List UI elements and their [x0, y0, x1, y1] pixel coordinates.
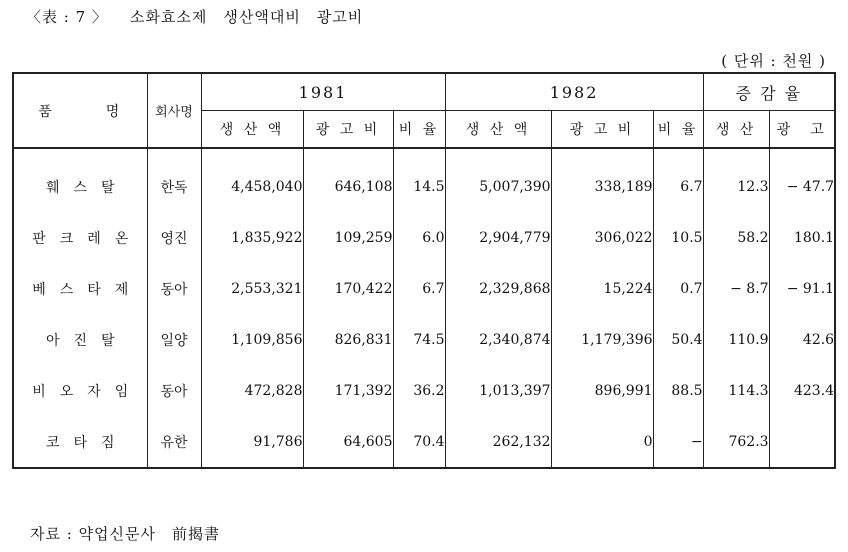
- growth-ad: 180.1: [769, 212, 835, 263]
- header-1982: 1982: [445, 73, 703, 111]
- ratio-1981: 36.2: [393, 365, 445, 416]
- production-1981: 4,458,040: [201, 148, 303, 212]
- header-company: 회사명: [147, 73, 201, 148]
- table-row: [13, 263, 835, 314]
- header-growth-ad: 광 고: [769, 111, 835, 149]
- ad-1982: 896,991: [551, 365, 653, 416]
- growth-production: 114.3: [703, 365, 769, 416]
- header-ad-1982: 광 고 비: [551, 111, 653, 149]
- ad-1981: 171,392: [303, 365, 393, 416]
- item-name: 베스타제: [32, 281, 143, 298]
- company-name: 일양: [147, 314, 201, 365]
- table-title: [26, 6, 363, 27]
- ratio-1982: 10.5: [653, 212, 703, 263]
- company-name: 유한: [147, 416, 201, 468]
- production-1982: 2,340,874: [445, 314, 551, 365]
- company-name: 동아: [147, 365, 201, 416]
- table-row: [13, 416, 835, 468]
- ratio-1982: −: [653, 416, 703, 468]
- growth-ad: 42.6: [769, 314, 835, 365]
- header-ratio-1981: 비 율: [393, 111, 445, 149]
- growth-ad: [769, 416, 835, 468]
- growth-production: − 8.7: [703, 263, 769, 314]
- ad-1981: 170,422: [303, 263, 393, 314]
- company-name: 동아: [147, 263, 201, 314]
- ad-1981: 109,259: [303, 212, 393, 263]
- ratio-1982: 0.7: [653, 263, 703, 314]
- item-name: 판크레온: [32, 230, 143, 247]
- growth-production: 12.3: [703, 148, 769, 212]
- growth-production: 58.2: [703, 212, 769, 263]
- growth-production: 762.3: [703, 416, 769, 468]
- ad-1982: 15,224: [551, 263, 653, 314]
- ad-1982: 0: [551, 416, 653, 468]
- production-1981: 91,786: [201, 416, 303, 468]
- ratio-1981: 6.7: [393, 263, 445, 314]
- ratio-1981: 74.5: [393, 314, 445, 365]
- header-growth: 증 감 율: [703, 73, 835, 111]
- production-1982: 262,132: [445, 416, 551, 468]
- ad-1981: 64,605: [303, 416, 393, 468]
- ad-1982: 306,022: [551, 212, 653, 263]
- header-ad-1981: 광 고 비: [303, 111, 393, 149]
- production-1982: 2,904,779: [445, 212, 551, 263]
- header-production-1982: 생 산 액: [445, 111, 551, 149]
- table-number: 〈表 : 7 〉: [26, 8, 108, 26]
- ratio-1981: 6.0: [393, 212, 445, 263]
- ratio-1982: 6.7: [653, 148, 703, 212]
- growth-ad: 423.4: [769, 365, 835, 416]
- data-table: [12, 72, 836, 469]
- header-1981: 1981: [201, 73, 445, 111]
- production-1981: 1,109,856: [201, 314, 303, 365]
- production-1981: 2,553,321: [201, 263, 303, 314]
- ratio-1981: 14.5: [393, 148, 445, 212]
- growth-ad: − 47.7: [769, 148, 835, 212]
- growth-production: 110.9: [703, 314, 769, 365]
- item-name: 훼스탈: [45, 179, 129, 196]
- production-1982: 1,013,397: [445, 365, 551, 416]
- production-1982: 5,007,390: [445, 148, 551, 212]
- title-text: 소화효소제 생산액대비 광고비: [129, 8, 364, 26]
- item-name: 아진탈: [45, 332, 129, 349]
- header-item: 품 명: [13, 73, 147, 148]
- ad-1981: 826,831: [303, 314, 393, 365]
- item-name: 비오자임: [32, 383, 143, 400]
- header-ratio-1982: 비 율: [653, 111, 703, 149]
- ad-1982: 338,189: [551, 148, 653, 212]
- table-row: [13, 212, 835, 263]
- growth-ad: − 91.1: [769, 263, 835, 314]
- production-1982: 2,329,868: [445, 263, 551, 314]
- header-production-1981: 생 산 액: [201, 111, 303, 149]
- table-row: [13, 365, 835, 416]
- ad-1981: 646,108: [303, 148, 393, 212]
- ratio-1982: 88.5: [653, 365, 703, 416]
- source-note: 자료 : 약업신문사 前揭書: [30, 525, 221, 543]
- table-row: [13, 314, 835, 365]
- unit-note: ( 단위 : 천원 ): [721, 52, 826, 70]
- company-name: 영진: [147, 212, 201, 263]
- production-1981: 1,835,922: [201, 212, 303, 263]
- header-growth-production: 생 산: [703, 111, 769, 149]
- ratio-1981: 70.4: [393, 416, 445, 468]
- item-name: 코타짐: [45, 434, 129, 451]
- ratio-1982: 50.4: [653, 314, 703, 365]
- table-row: [13, 148, 835, 212]
- production-1981: 472,828: [201, 365, 303, 416]
- company-name: 한독: [147, 148, 201, 212]
- ad-1982: 1,179,396: [551, 314, 653, 365]
